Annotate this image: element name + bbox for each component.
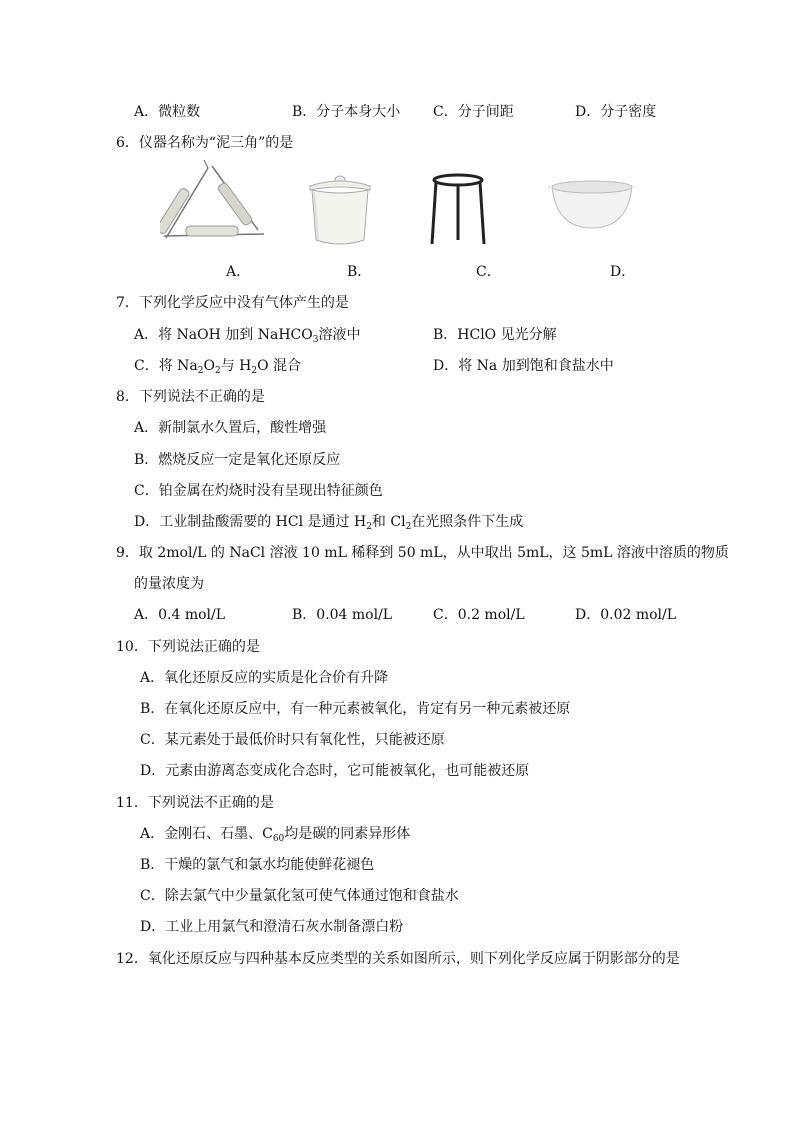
q8-option-d: D．工业制盐酸需要的 HCl 是通过 $H_2$和 $Cl_2$在光照条件下生成 [134, 514, 524, 532]
q10-stem: 10．下列说法正确的是 [116, 639, 260, 655]
q8-option-a: A．新制氯水久置后，酸性增强 [134, 420, 327, 436]
q5-option-d: D．分子密度 [575, 104, 657, 120]
q12-stem: 12．氧化还原反应与四种基本反应类型的关系如图所示，则下列化学反应属于阴影部分的是 [116, 951, 680, 967]
q9-stem-line2: 的量浓度为 [134, 576, 204, 592]
q10-option-c: C．某元素处于最低价时只有氧化性，只能被还原 [140, 732, 445, 748]
q8-stem: 8．下列说法不正确的是 [116, 389, 265, 405]
q6-stem: 6．仪器名称为“泥三角”的是 [116, 135, 294, 151]
q5-option-c: C．分子间距 [433, 104, 514, 120]
q5-option-a: A．微粒数 [134, 104, 201, 120]
q9-option-d: D．0.02 mol/L [575, 607, 677, 623]
crucible-icon [300, 170, 380, 250]
q9-option-a: A．0.4 mol/L [134, 607, 226, 623]
q9-option-b: B．0.04 mol/L [292, 607, 393, 623]
q8-option-b: B．燃烧反应一定是氧化还原反应 [134, 452, 341, 468]
q7-stem: 7．下列化学反应中没有气体产生的是 [116, 295, 349, 311]
tripod-stand-icon [428, 170, 488, 248]
q11-option-c: C．除去氯气中少量氯化氢可使气体通过饱和食盐水 [140, 888, 459, 904]
q7-option-c: C．将 $Na_2O_2$与 $H_2O$ 混合 [134, 358, 302, 376]
q10-option-a: A．氧化还原反应的实质是化合价有升降 [140, 670, 389, 686]
evaporating-dish-icon [548, 178, 636, 232]
q9-stem-line1: 9．取 2mol/L 的 NaCl 溶液 10 mL 稀释到 50 mL，从中取出 5mL，这 5mL 溶液中溶质的物质 [116, 545, 729, 561]
q8-option-c: C．铂金属在灼烧时没有呈现出特征颜色 [134, 483, 383, 499]
q6-label-a: A． [226, 264, 251, 280]
clay-triangle-icon [160, 160, 270, 250]
q7-option-d: D．将 Na 加到饱和食盐水中 [433, 358, 614, 374]
q9-option-c: C．0.2 mol/L [433, 607, 525, 623]
q7-option-b: B．HClO 见光分解 [433, 327, 557, 343]
q6-label-c: C． [476, 264, 501, 280]
q10-option-b: B．在氧化还原反应中，有一种元素被氧化，肯定有另一种元素被还原 [140, 701, 571, 717]
q6-label-b: B． [347, 264, 372, 280]
q7-option-a: A．将 NaOH 加到 NaHCO$_3$溶液中 [134, 327, 361, 345]
q10-option-d: D．元素由游离态变成化合态时，它可能被氧化，也可能被还原 [140, 763, 530, 779]
q11-stem: 11．下列说法不正确的是 [116, 795, 274, 811]
q5-option-b: B．分子本身大小 [292, 104, 401, 120]
q11-option-a: A．金刚石、石墨、$C_{60}$均是碳的同素异形体 [140, 826, 411, 844]
q11-option-d: D．工业上用氯气和澄清石灰水制备漂白粉 [140, 919, 404, 935]
q11-option-b: B．干燥的氯气和氯水均能使鲜花褪色 [140, 857, 375, 873]
q6-label-d: D． [610, 264, 636, 280]
